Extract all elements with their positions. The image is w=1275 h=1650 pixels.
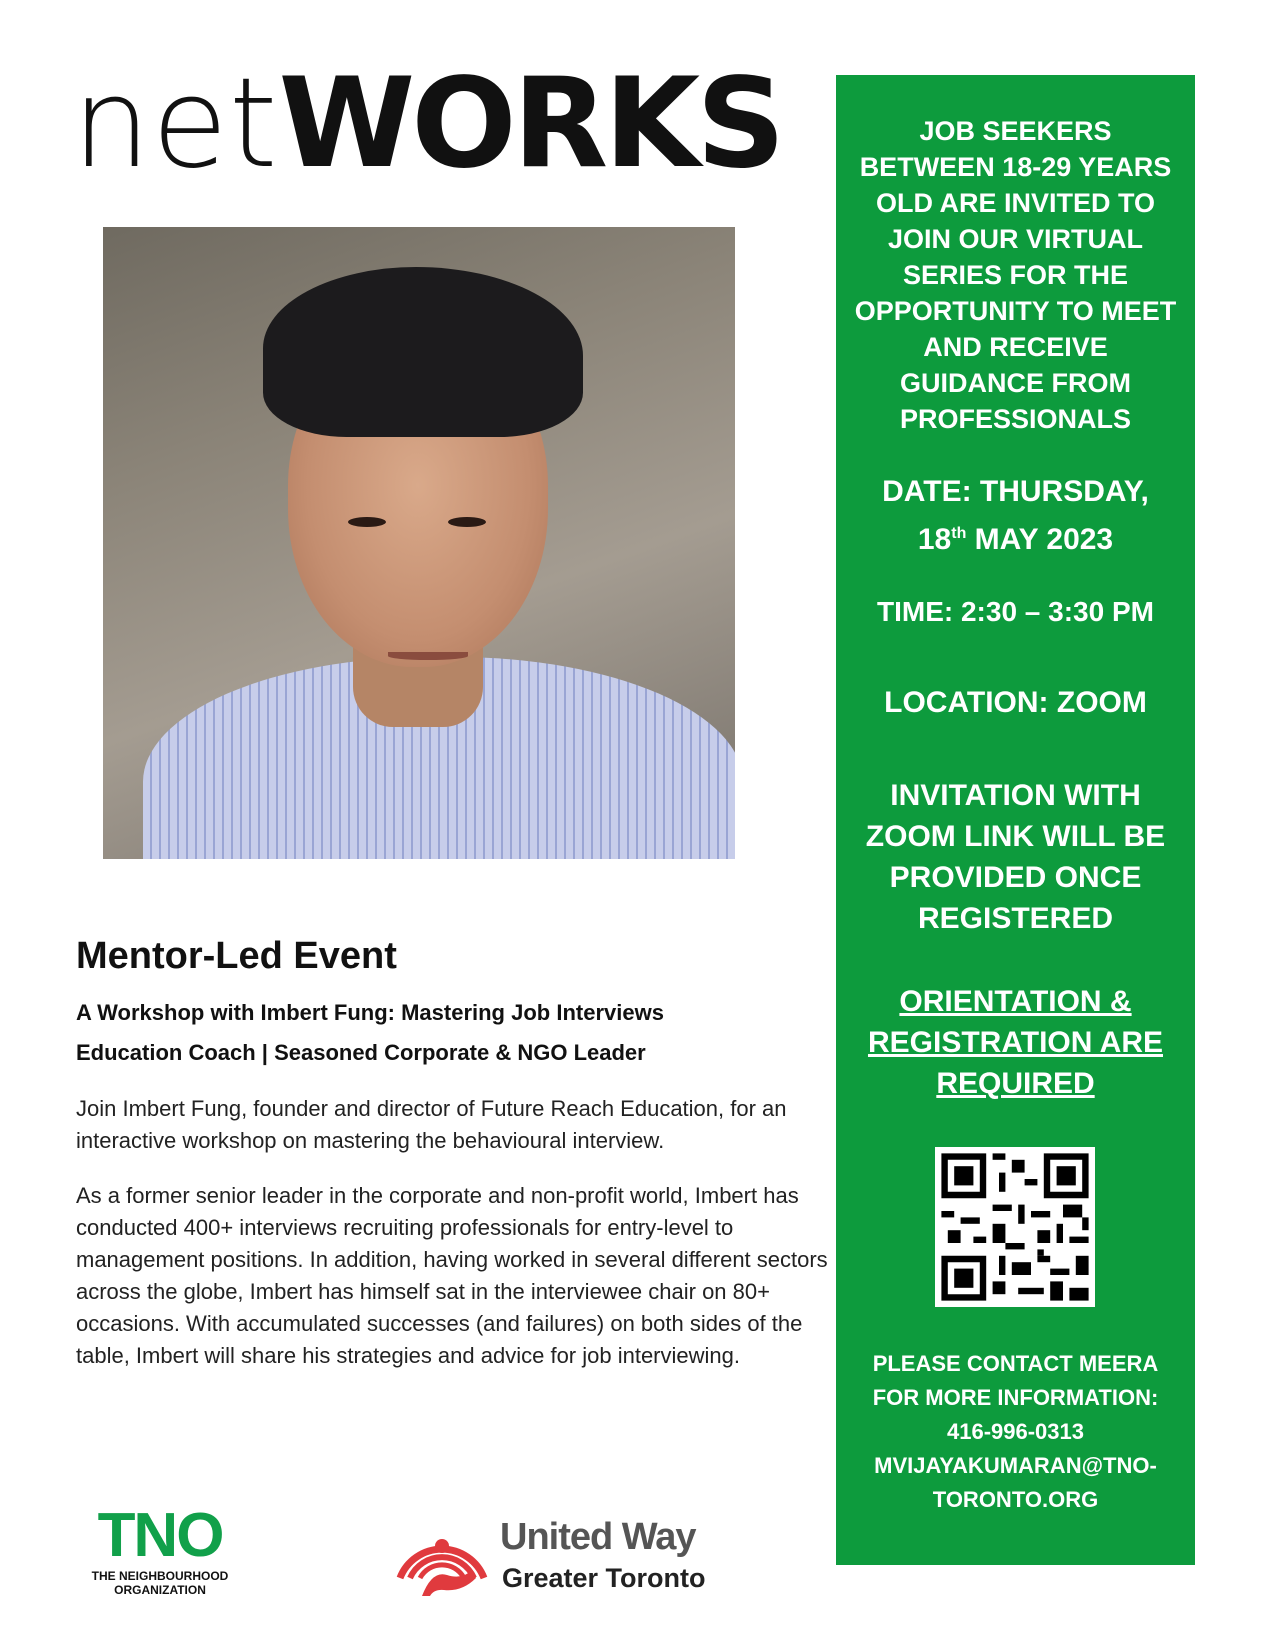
registration-required-link[interactable]: ORIENTATION & REGISTRATION ARE REQUIRED [867,985,1163,1100]
invitation-note: INVITATION WITH ZOOM LINK WILL BE PROVIDED ONCE REGISTERED [865,779,1166,935]
contact-info: PLEASE CONTACT MEERA FOR MORE INFORMATION: 416-996-0313 MVIJAYAKUMARAN@TNO- TORONTO.ORG [846,1347,1185,1517]
tno-mark: TNO [97,1501,223,1570]
speaker-photo [103,227,735,859]
info-sidebar [836,75,1195,1565]
logo-bold-text: WORKS [278,52,782,196]
united-way-name: United Way [500,1516,696,1558]
tno-logo: TNO THE NEIGHBOURHOOD ORGANIZATION [80,1503,240,1597]
intro-text: JOB SEEKERS BETWEEN 18-29 YEARS OLD ARE INVITED TO JOIN OUR VIRTUAL SERIES FOR THE OPPORTUNITY TO MEET AND RECEIVE GUIDANCE FROM PROFESSIONALS [854,116,1177,434]
contact-phone[interactable]: 416-996-0313 [946,1419,1084,1444]
contact-email[interactable]: MVIJAYAKUMARAN@TNO- [874,1453,1157,1478]
event-subtitle: A Workshop with Imbert Fung: Mastering Job Interviews [76,1000,664,1025]
qr-code[interactable] [935,1147,1095,1307]
event-location: LOCATION: ZOOM [884,686,1147,719]
event-date: DATE: THURSDAY, 18th MAY 2023 [882,475,1149,556]
speaker-credentials: Education Coach | Seasoned Corporate & NGO Leader [76,1040,646,1065]
description-paragraph-1: Join Imbert Fung, founder and director of Future Reach Education, for an interactive workshop on mastering the behavioural interview. [76,1096,787,1153]
united-way-emblem-icon [392,1500,492,1600]
united-way-city: Greater Toronto [502,1563,706,1593]
event-time: TIME: 2:30 – 3:30 PM [877,596,1154,627]
event-title: Mentor-Led Event [76,935,397,977]
logo-light-text: net [72,52,279,196]
qr-code-icon [935,1147,1095,1307]
networks-logo [72,52,782,196]
description-paragraph-2: As a former senior leader in the corporate and non-profit world, Imbert has conducted 400+ interviews recruiting professionals for entry-level to management positions. In addition, having worked in several different sectors across the globe, Imbert has himself sat in the interviewee chair on 80+ occasions. With accumulated successes (and failures) on both sides of the table, Imbert will share his strategies and advice for job interviewing. [76,1183,828,1368]
